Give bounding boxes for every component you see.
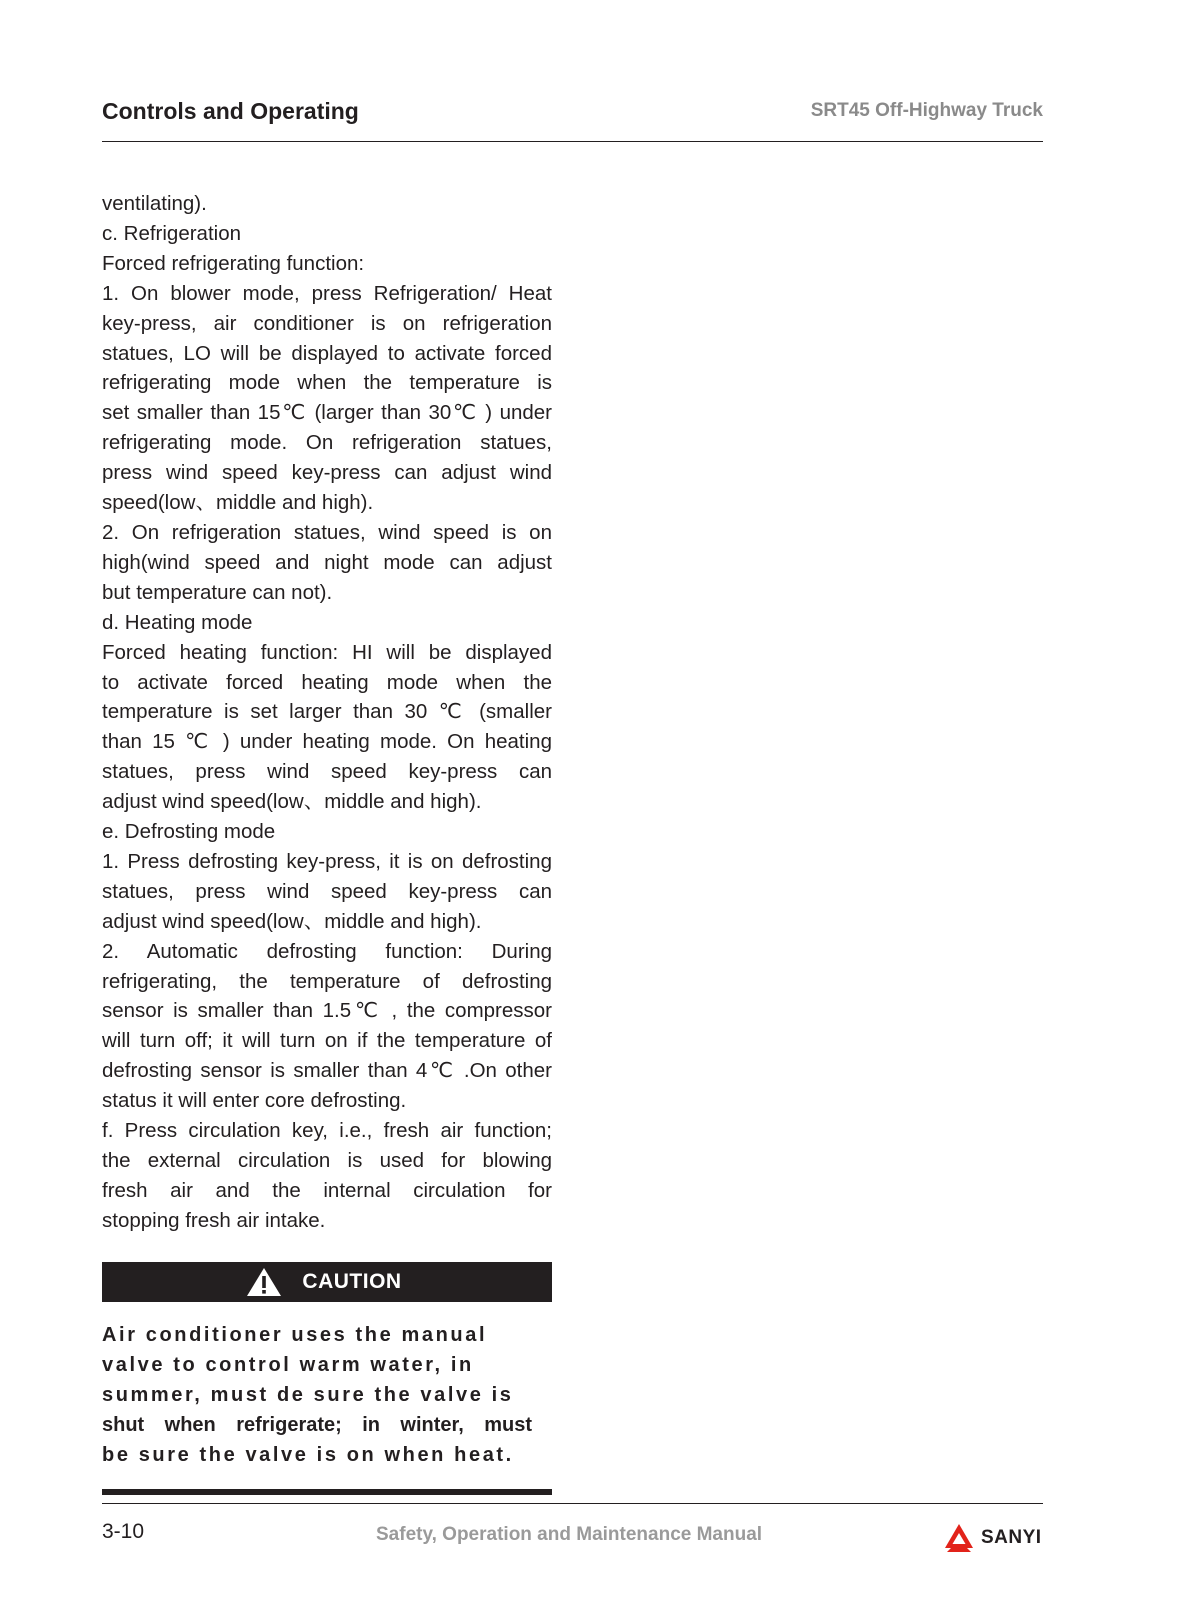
caution-banner	[102, 1262, 552, 1302]
caution-message	[102, 1320, 532, 1470]
caution-line: valve to control warm water, in	[102, 1354, 474, 1376]
body-line: e. Defrosting mode	[102, 820, 276, 844]
body-line: refrigerating mode when the temperature is	[102, 371, 552, 395]
body-line: to activate forced heating mode when the	[102, 670, 552, 694]
body-line: 1. Press defrosting key-press, it is on defrosting	[102, 849, 552, 873]
body-line: adjust wind speed(low、middle and high).	[102, 790, 482, 814]
body-line: adjust wind speed(low、middle and high).	[102, 909, 482, 933]
body-line: press wind speed key-press can adjust wind	[102, 461, 552, 485]
body-line: stopping fresh air intake.	[102, 1208, 326, 1232]
body-line: key-press, air conditioner is on refrigeration	[102, 311, 552, 335]
body-line: Forced refrigerating function:	[102, 251, 365, 275]
body-line: defrosting sensor is smaller than 4℃ .On other	[102, 1059, 552, 1083]
caution-line: Air conditioner uses the manual	[102, 1324, 488, 1346]
body-line: 2. On refrigeration statues, wind speed is on	[102, 520, 552, 544]
caution-line: summer, must de sure the valve is	[102, 1384, 514, 1406]
body-line: will turn off; it will turn on if the temperature of	[102, 1029, 552, 1053]
body-line: c. Refrigeration	[102, 221, 242, 245]
body-line: statues, press wind speed key-press can	[102, 760, 552, 784]
body-line: d. Heating mode	[102, 610, 253, 634]
body-line: the external circulation is used for blowing	[102, 1149, 552, 1172]
body-line: but temperature can not).	[102, 580, 333, 604]
page-number: 3-10	[102, 1520, 145, 1543]
header-divider	[102, 141, 1043, 142]
body-line: set smaller than 15℃ (larger than 30℃ ) under	[102, 401, 552, 425]
caution-line: be sure the valve is on when heat.	[102, 1444, 514, 1466]
sanyi-logo-icon	[943, 1522, 975, 1554]
body-line: temperature is set larger than 30 ℃ (smaller	[102, 700, 552, 724]
body-line: fresh air and the internal circulation for	[102, 1178, 552, 1202]
body-line: 2. Automatic defrosting function: During	[102, 939, 552, 963]
body-line: ventilating).	[102, 192, 207, 215]
body-line: than 15 ℃ ) under heating mode. On heating	[102, 730, 552, 754]
body-line: refrigerating, the temperature of defrosting	[102, 969, 552, 993]
warning-triangle-icon	[246, 1267, 282, 1297]
caution-line: shut when refrigerate; in winter, must	[102, 1414, 532, 1436]
body-line: statues, press wind speed key-press can	[102, 879, 552, 903]
body-line: speed(low、middle and high).	[102, 491, 374, 515]
body-line: Forced heating function: HI will be displayed	[102, 640, 552, 664]
body-line: sensor is smaller than 1.5℃ , the compressor	[102, 999, 552, 1023]
body-line: f. Press circulation key, i.e., fresh air function;	[102, 1119, 552, 1143]
brand-name: SANYI	[981, 1527, 1042, 1548]
caution-label: CAUTION	[302, 1270, 402, 1293]
body-line: 1. On blower mode, press Refrigeration/ Heat	[102, 281, 552, 305]
caution-end-rule	[102, 1489, 552, 1495]
body-text	[102, 189, 552, 1236]
brand-logo	[943, 1521, 1042, 1555]
body-line: status it will enter core defrosting.	[102, 1089, 407, 1113]
body-line: high(wind speed and night mode can adjust	[102, 550, 552, 574]
document-title: SRT45 Off-Highway Truck	[810, 100, 1043, 121]
section-title: Controls and Operating	[102, 98, 359, 124]
body-line: refrigerating mode. On refrigeration statues,	[102, 431, 552, 455]
manual-title: Safety, Operation and Maintenance Manual	[376, 1524, 763, 1545]
body-line: statues, LO will be displayed to activate forced	[102, 341, 552, 365]
footer-divider	[102, 1503, 1043, 1504]
